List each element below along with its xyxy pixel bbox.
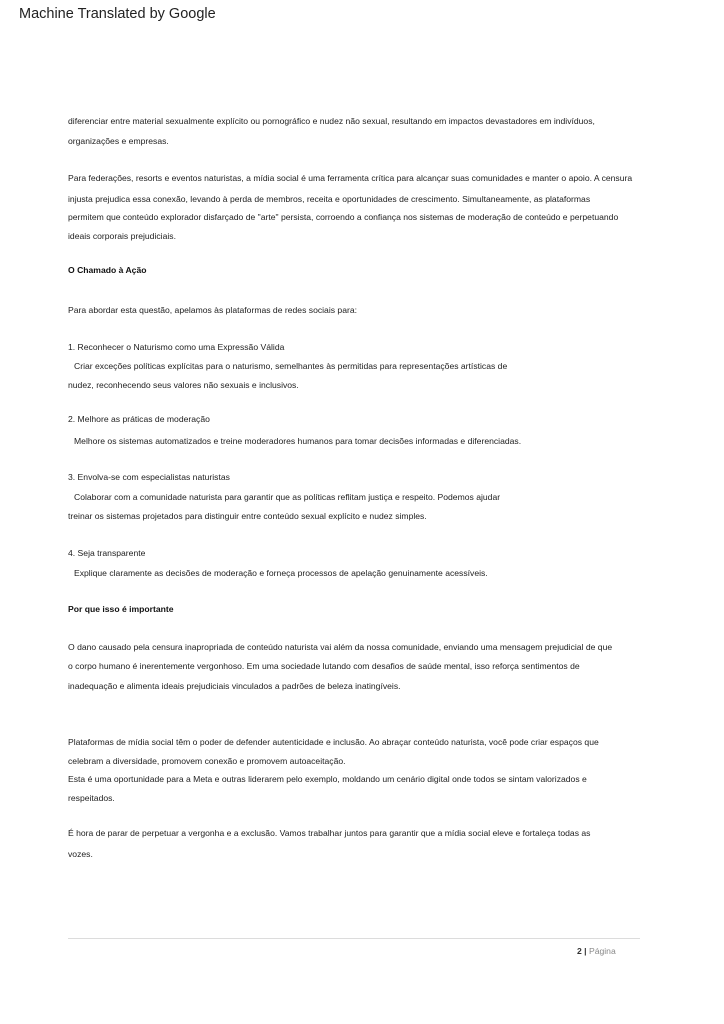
- paragraph-line: o corpo humano é inerentemente vergonhoso. Em uma sociedade lutando com desafios de saúde mental, isso reforça sentimentos de: [68, 661, 580, 671]
- paragraph-line: permitem que conteúdo explorador disfarçado de "arte" persista, corroendo a confiança nos sistemas de moderação de conteúdo e perpetuando: [68, 212, 619, 222]
- paragraph-line: organizações e empresas.: [68, 136, 169, 146]
- paragraph-line: Para federações, resorts e eventos naturistas, a mídia social é uma ferramenta crítica para alcançar suas comunidades e manter o apoio. A censura: [68, 173, 633, 183]
- footer-separator: |: [584, 946, 587, 956]
- paragraph-line: É hora de parar de perpetuar a vergonha e a exclusão. Vamos trabalhar juntos para garantir que a mídia social eleve e fortaleça todas as: [68, 828, 591, 838]
- list-item-line: Criar exceções políticas explícitas para o naturismo, semelhantes às permitidas para representações artísticas de: [74, 361, 508, 371]
- list-item-title: 3. Envolva-se com especialistas naturistas: [68, 472, 230, 482]
- list-item-line: Melhore os sistemas automatizados e treine moderadores humanos para tomar decisões informadas e diferenciadas.: [74, 436, 522, 446]
- paragraph-line: inadequação e alimenta ideais prejudiciais vinculados a padrões de beleza inatingíveis.: [68, 681, 401, 691]
- page-number: 2: [577, 946, 582, 956]
- section-heading-why-it-matters: Por que isso é importante: [68, 604, 174, 614]
- list-item-title: 2. Melhore as práticas de moderação: [68, 414, 210, 424]
- list-item-line: Explique claramente as decisões de moderação e forneça processos de apelação genuinamente acessíveis.: [74, 568, 488, 578]
- paragraph-line: O dano causado pela censura inapropriada de conteúdo naturista vai além da nossa comunidade, enviando uma mensagem prejudicial de que: [68, 642, 613, 652]
- paragraph-line: Esta é uma oportunidade para a Meta e outras liderarem pelo exemplo, moldando um cenário digital onde todos se sintam valorizados e: [68, 774, 587, 784]
- list-item-line: treinar os sistemas projetados para distinguir entre conteúdo sexual explícito e nudez simples.: [68, 511, 427, 521]
- list-item-title: 4. Seja transparente: [68, 548, 146, 558]
- paragraph-line: celebram a diversidade, promovem conexão e promovem autoaceitação.: [68, 756, 346, 766]
- paragraph-line: Plataformas de mídia social têm o poder de defender autenticidade e inclusão. Ao abraçar conteúdo naturista, você pode criar espaços que: [68, 737, 599, 747]
- paragraph-line: injusta prejudica essa conexão, levando à perda de membros, receita e oportunidades de crescimento. Simultaneamente, as plataformas: [68, 194, 591, 204]
- paragraph-line: vozes.: [68, 849, 93, 859]
- intro-line: Para abordar esta questão, apelamos às plataformas de redes sociais para:: [68, 305, 358, 315]
- footer-divider: [68, 938, 640, 939]
- paragraph-line: ideais corporais prejudiciais.: [68, 231, 176, 241]
- list-item-title: 1. Reconhecer o Naturismo como uma Expressão Válida: [68, 342, 285, 352]
- page-label: Página: [588, 946, 616, 956]
- list-item-line: Colaborar com a comunidade naturista para garantir que as políticas reflitam justiça e respeito. Podemos ajudar: [74, 492, 501, 502]
- paragraph-line: respeitados.: [68, 793, 115, 803]
- section-heading-call-to-action: O Chamado à Ação: [68, 265, 147, 275]
- paragraph-line: diferenciar entre material sexualmente explícito ou pornográfico e nudez não sexual, resultando em impactos devastadores em indivíduos,: [68, 116, 595, 126]
- machine-translation-banner: Machine Translated by Google: [19, 6, 216, 22]
- list-item-line: nudez, reconhecendo seus valores não sexuais e inclusivos.: [68, 380, 299, 390]
- page-footer: [577, 946, 616, 956]
